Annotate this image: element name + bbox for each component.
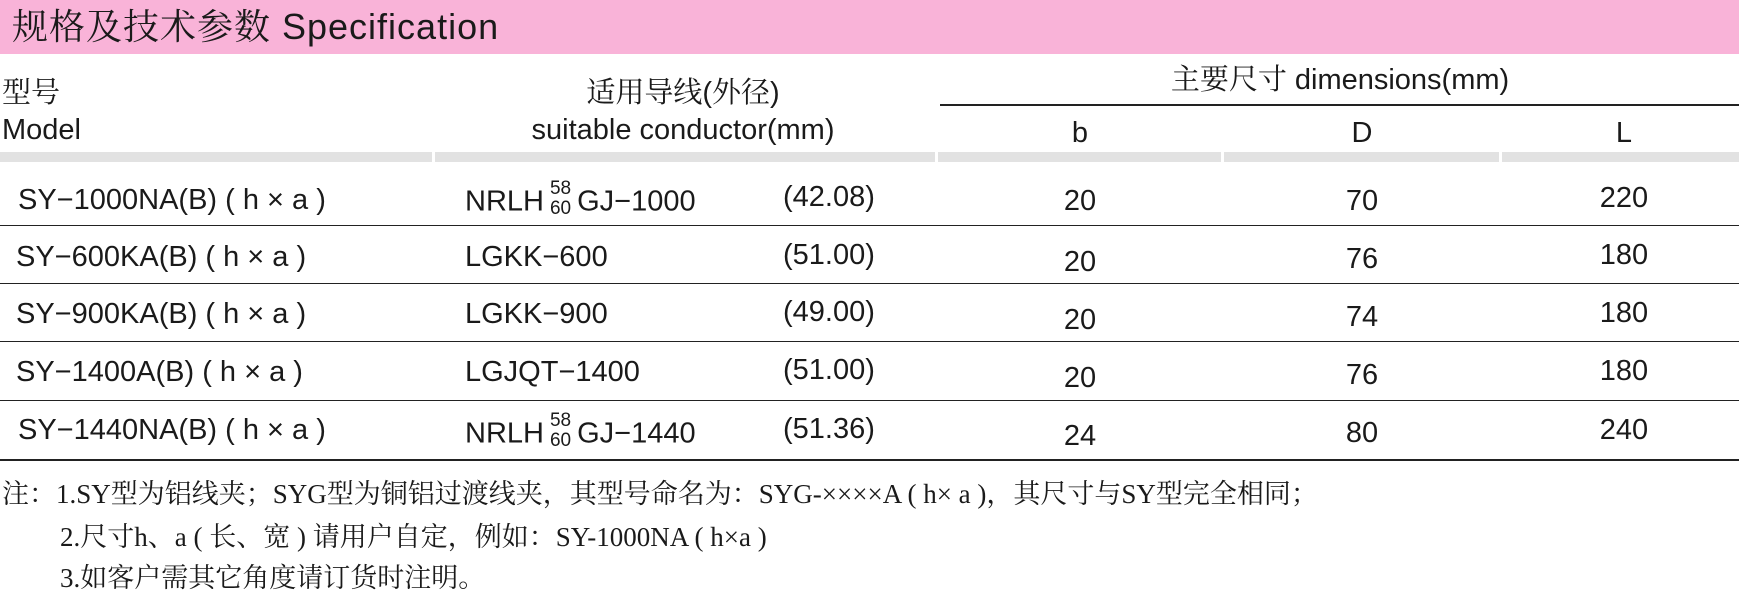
row4-conductor: LGJQT−1400 — [465, 356, 640, 388]
row3-conductor: LGKK−900 — [465, 298, 608, 330]
row2-diameter: (51.00) — [783, 239, 875, 271]
row2-L: 180 — [1599, 239, 1649, 271]
header-b: b — [1071, 117, 1089, 149]
header-dimensions: 主要尺寸 dimensions(mm) — [1170, 64, 1510, 96]
page-title: 规格及技术参数 Specification — [12, 6, 500, 47]
row5-model: SY−1440NA(B) ( h × a ) — [18, 414, 326, 446]
row4-diameter: (51.00) — [783, 354, 875, 386]
row1-conductor: NRLH 58 60 GJ−1000 — [465, 178, 696, 219]
row5-fraction: 58 60 — [549, 410, 572, 451]
row5-L: 240 — [1599, 414, 1649, 446]
header-L: L — [1615, 117, 1633, 149]
row-divider — [0, 225, 1739, 226]
row5-b: 24 — [1063, 420, 1097, 452]
row4-L: 180 — [1599, 355, 1649, 387]
row3-b: 20 — [1063, 304, 1097, 336]
row4-b: 20 — [1063, 362, 1097, 394]
row1-diameter: (42.08) — [783, 181, 875, 213]
row-divider — [0, 400, 1739, 401]
header-band-conductor — [435, 152, 935, 162]
header-model-cn: 型号 — [2, 77, 61, 109]
note-1: 注：1.SY型为铝线夹；SYG型为铜铝过渡线夹，其型号命名为：SYG-××××A ( h× a )，其尺寸与SY型完全相同； — [2, 479, 1318, 509]
row3-model: SY−900KA(B) ( h × a ) — [16, 298, 307, 330]
header-model-en: Model — [2, 114, 81, 146]
row2-model: SY−600KA(B) ( h × a ) — [16, 241, 307, 273]
row2-b: 20 — [1063, 246, 1097, 278]
note-2: 2.尺寸h、a ( 长、宽 ) 请用户自定，例如：SY-1000NA ( h×a ) — [60, 522, 767, 552]
row-divider — [0, 283, 1739, 284]
row1-model: SY−1000NA(B) ( h × a ) — [18, 184, 326, 216]
title-bar — [0, 0, 1739, 54]
header-conductor-en: suitable conductor(mm) — [531, 114, 835, 146]
row4-model: SY−1400A(B) ( h × a ) — [16, 356, 303, 388]
dimensions-divider — [940, 104, 1739, 106]
row1-fraction: 58 60 — [549, 178, 572, 219]
row3-D: 74 — [1345, 301, 1379, 333]
row-divider — [0, 341, 1739, 342]
row5-D: 80 — [1345, 417, 1379, 449]
row5-conductor: NRLH 58 60 GJ−1440 — [465, 410, 696, 451]
header-conductor-cn: 适用导线(外径) — [586, 77, 780, 109]
header-D: D — [1351, 117, 1373, 149]
row4-D: 76 — [1345, 359, 1379, 391]
row1-L: 220 — [1599, 182, 1649, 214]
row2-D: 76 — [1345, 243, 1379, 275]
header-band-L — [1502, 152, 1739, 162]
row2-conductor: LGKK−600 — [465, 241, 608, 273]
note-3: 3.如客户需其它角度请订货时注明。 — [60, 563, 486, 593]
row1-b: 20 — [1063, 185, 1097, 217]
row1-D: 70 — [1345, 185, 1379, 217]
header-band-model — [0, 152, 432, 162]
header-band-b — [938, 152, 1221, 162]
row3-diameter: (49.00) — [783, 296, 875, 328]
header-band-D — [1224, 152, 1499, 162]
table-bottom-rule — [0, 459, 1739, 461]
row5-diameter: (51.36) — [783, 413, 875, 445]
row3-L: 180 — [1599, 297, 1649, 329]
